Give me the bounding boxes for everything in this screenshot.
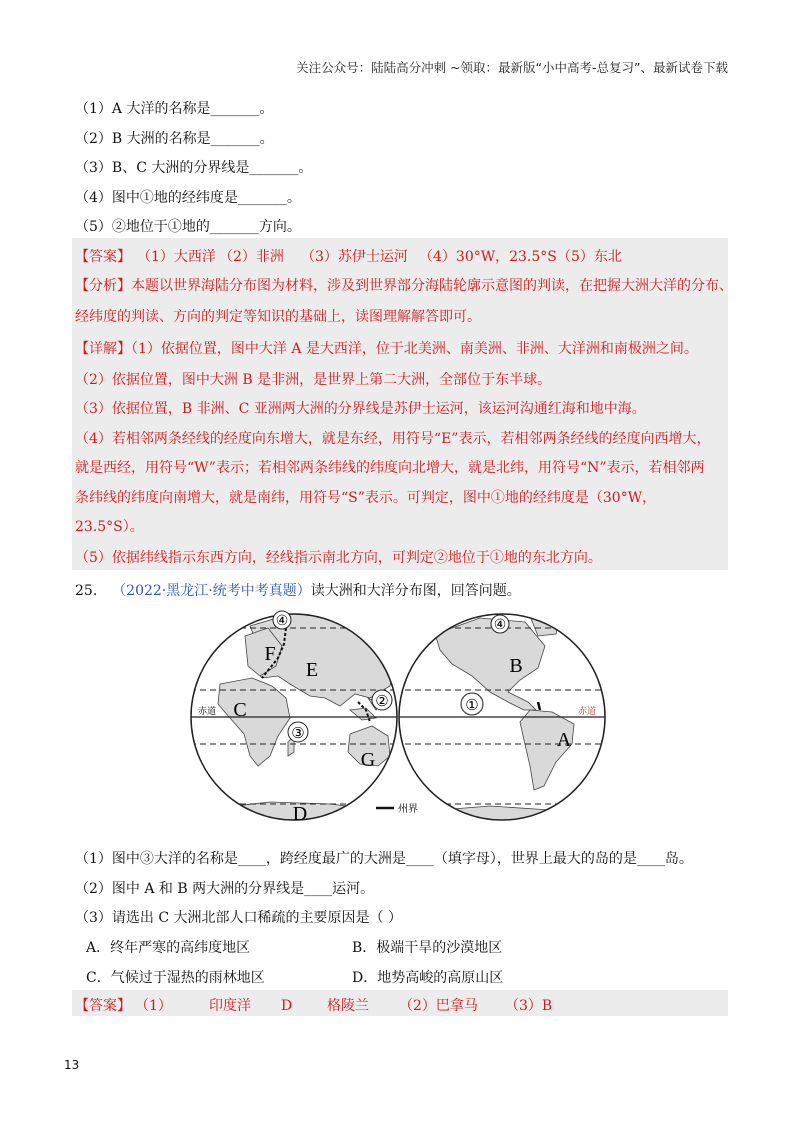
antarctica-landmass-east [390,806,610,832]
q24-detail-line-2: （2）依据位置，图中大洲 B 是非洲，是世界上第二大洲，全部位于东半球。 [75,372,552,388]
answer-4: （4）30°W，23.5°S [419,249,557,265]
label-2: ② [375,694,389,710]
equator-label-east: 赤道 [578,706,597,716]
q25-source: （2022·黑龙江·统考中考真题） [112,583,311,599]
q24-detail-line-5: 就是西经，用符号“W”表示；若相邻两条纬线的纬度向北增大，就是北纬，用符号“N”表示，若相邻两 [75,460,705,476]
q25-answer-6: （3）B [505,998,553,1014]
q24-analysis-line-2: 经纬度的判读、方向的判定等知识的基础上，读图理解解答即可。 [75,309,481,325]
q25-question-3: （3）请选出 C 大洲北部人口稀疏的主要原因是（ ） [75,910,402,926]
answer-1: （1）大西洋 [137,249,216,265]
answer-2: （2）非洲 [219,249,284,265]
detail-text-1: （1）依据位置，图中大洋 A 是大西洋，位于北美洲、南美洲、非洲、大洋洲和南极洲之间。 [131,341,698,357]
q25-answer-5: （2）巴拿马 [399,998,478,1014]
q24-question-5: （5）②地位于①地的_______方向。 [75,219,301,235]
option-b: B．极端干旱的沙漠地区 [352,940,503,956]
q24-analysis-line-1 [75,275,733,295]
q24-detail-line-1 [75,338,698,358]
q24-question-2: （2）B 大洲的名称是_______。 [75,131,274,147]
q25-answer-2: 印度洋 [209,998,251,1014]
q25-answer-row [75,995,552,1015]
label-3: ③ [291,726,305,742]
q24-answer-row [75,246,622,266]
q24-detail-line-7: 23.5°S）。 [75,519,144,535]
label-A: A [556,729,572,751]
q25-heading [75,580,521,600]
q25-question-1: （1）图中③大洋的名称是____，跨经度最广的大洲是____（填字母），世界上最大的岛的是____岛。 [75,851,693,867]
world-hemispheres-map [190,606,610,832]
q25-answer-4: 格陵兰 [327,998,369,1014]
answer-label: 【答案】 [75,249,131,265]
q24-detail-line-6: 条纬线的纬度向南增大，就是南纬，用符号“S”表示。可判定，图中①地的经纬度是（30°W， [75,490,657,506]
label-F: F [264,643,276,665]
label-G: G [360,749,376,771]
label-D: D [292,803,308,825]
label-B: B [509,655,523,677]
q24-detail-line-8: （5）依据纬线指示东西方向，经线指示南北方向，可判定②地位于①地的东北方向。 [75,550,602,566]
page-header: 关注公众号：陆陆高分冲刺 ~领取：最新版“小中高考-总复习”、最新试卷下载 [296,60,728,75]
option-a: A．终年严寒的高纬度地区 [86,940,251,956]
q24-question-1: （1）A 大洋的名称是_______。 [75,101,274,117]
answer-3: （3）苏伊士运河 [301,249,408,265]
q25-answer-label: 【答案】 [75,998,131,1014]
q25-number: 25. [75,583,98,599]
q24-detail-line-4: （4）若相邻两条经线的经度向东增大，就是东经，用符号“E”表示，若相邻两条经线的经度向西增大， [75,431,711,447]
q25-answer-3: D [281,998,293,1014]
q25-question-2: （2）图中 A 和 B 两大洲的分界线是____运河。 [75,881,375,897]
label-4-west: ④ [275,614,289,629]
q24-detail-line-3: （3）依据位置，B 非洲、C 亚洲两大洲的分界线是苏伊士运河，该运河沟通红海和地中海。 [75,401,646,417]
q25-answer-1: （1） [135,998,172,1014]
label-1: ① [465,698,479,714]
analysis-label: 【分析】 [75,278,131,294]
option-c: C．气候过于湿热的雨林地区 [86,970,265,986]
analysis-text-1: 本题以世界海陆分布图为材料，涉及到世界部分海陆轮廓示意图的判读，在把握大洲大洋的分布、 [131,278,733,294]
q24-question-4: （4）图中①地的经纬度是_______。 [75,190,301,206]
label-E: E [305,659,319,681]
label-4-east: ④ [493,618,507,633]
option-d: D．地势高峻的高原山区 [352,970,504,986]
answer-5: （5）东北 [557,249,622,265]
label-C: C [233,699,247,721]
equator-label-west: 赤道 [198,706,217,716]
legend-label: 州界 [398,804,418,815]
page-number: 13 [64,1058,80,1072]
detail-label: 【详解】 [75,341,131,357]
q25-prompt: 读大洲和大洋分布图，回答问题。 [310,583,521,599]
q24-question-3: （3）B、C 大洲的分界线是_______。 [75,160,313,176]
